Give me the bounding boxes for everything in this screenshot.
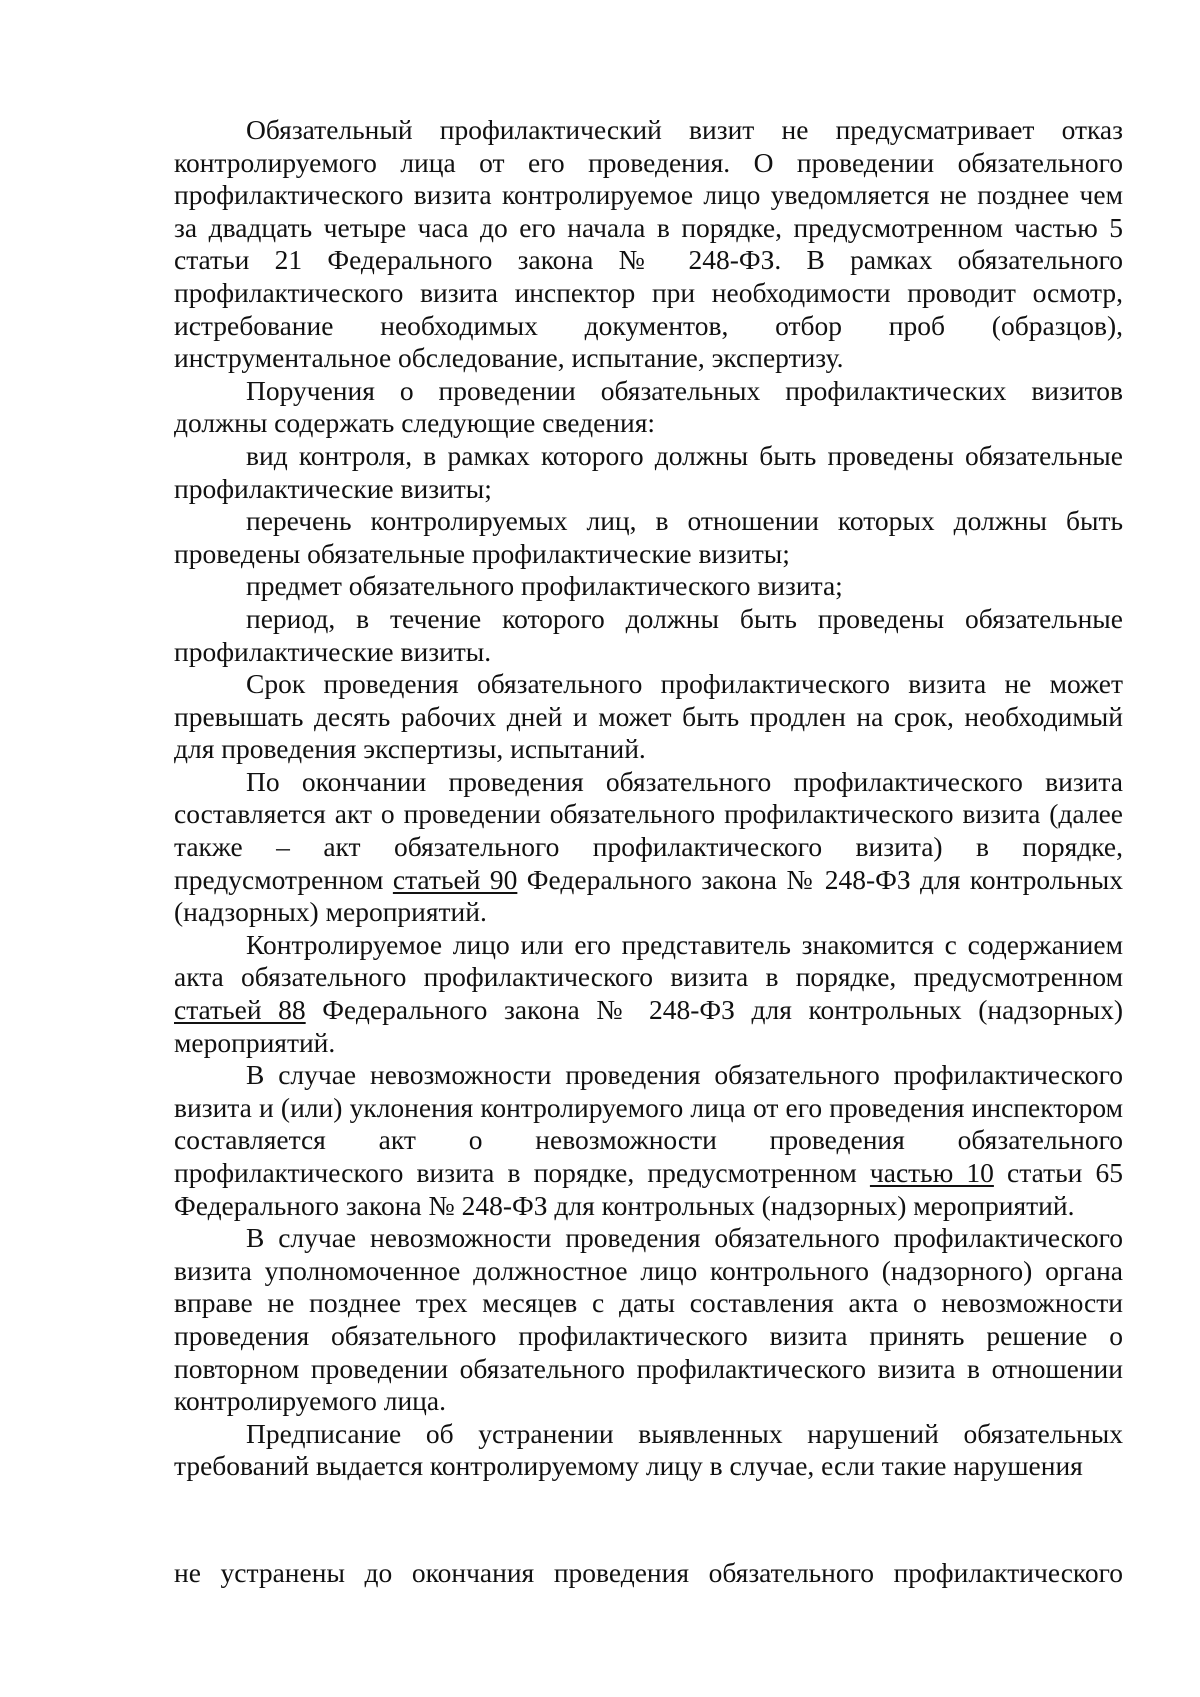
paragraph-10-text-before: В случае невозможности проведения обязательного профилактического визита и (или) уклонения контролируемого лица от его проведения инспектором составляется акт о невозможности проведения обязательного профилактического визита в порядке, предусмотренном <box>174 1059 1123 1188</box>
paragraph-5: предмет обязательного профилактического визита; <box>246 570 843 602</box>
continued-text: не устранены до окончания проведения обязательного профилактического <box>174 1557 1123 1588</box>
paragraph-9-text-after: Федерального закона № 248-ФЗ для контрольных (надзорных) мероприятий. <box>174 994 1123 1058</box>
paragraph-6: период, в течение которого должны быть проведены обязательные профилактические визиты. <box>174 602 1123 667</box>
paragraph-7: Срок проведения обязательного профилактического визита не может превышать десять рабочих дней и может быть продлен на срок, необходимый для проведения экспертизы, испытаний. <box>174 668 1123 765</box>
paragraph-10-text-after: статьи 65 Федерального закона № 248-ФЗ для контрольных (надзорных) мероприятий. <box>174 1157 1123 1221</box>
paragraph-4: перечень контролируемых лиц, в отношении которых должны быть проведены обязательные профилактические визиты; <box>174 505 1123 569</box>
article-88-link[interactable]: статьей 88 <box>174 994 306 1026</box>
document-body <box>174 114 1123 1483</box>
paragraph-11: В случае невозможности проведения обязательного профилактического визита уполномоченное должностное лицо контрольного (надзорного) органа вправе не позднее трех месяцев с даты составления акта о невозможности проведения обязательного профилактического визита принять решение о повторном проведении обязательного профилактического визита в отношении контролируемого лица. <box>174 1222 1123 1417</box>
paragraph-12: Предписание об устранении выявленных нарушений обязательных требований выдается контролируемому лицу в случае, если такие нарушения <box>174 1417 1123 1482</box>
part-10-link[interactable]: частью 10 <box>869 1157 994 1188</box>
paragraph-3: вид контроля, в рамках которого должны быть проведены обязательные профилактические визиты; <box>174 439 1123 504</box>
article-90-link[interactable]: статьей 90 <box>392 863 518 895</box>
paragraph-8 <box>174 766 1123 929</box>
paragraph-1: Обязательный профилактический визит не предусматривает отказ контролируемого лица от его проведения. О проведении обязательного профилактического визита контролируемое лицо уведомляется не позднее чем за двадцать четыре часа до его начала в порядке, предусмотренном частью 5 статьи 21 Федерального закона № 248-ФЗ. В рамках обязательного профилактического визита инспектор при необходимости проводит осмотр, истребование необходимых документов, отбор проб (образцов), инструментальное обследование, испытание, экспертизу. <box>174 114 1123 374</box>
paragraph-8-text-after: Федерального закона № 248-ФЗ для контрольных (надзорных) мероприятий. <box>174 863 1123 928</box>
paragraph-8-text-before: По окончании проведения обязательного профилактического визита составляется акт о проведении обязательного профилактического визита (далее также – акт обязательного профилактического визита) в порядке, предусмотренном <box>174 765 1123 895</box>
paragraph-9-text-before: Контролируемое лицо или его представитель знакомится с содержанием акта обязательного профилактического визита в порядке, предусмотренном <box>174 928 1123 993</box>
paragraph-2: Поручения о проведении обязательных профилактических визитов должны содержать следующие сведения: <box>174 374 1123 439</box>
paragraph-9 <box>174 929 1123 1059</box>
paragraph-10 <box>174 1059 1123 1222</box>
